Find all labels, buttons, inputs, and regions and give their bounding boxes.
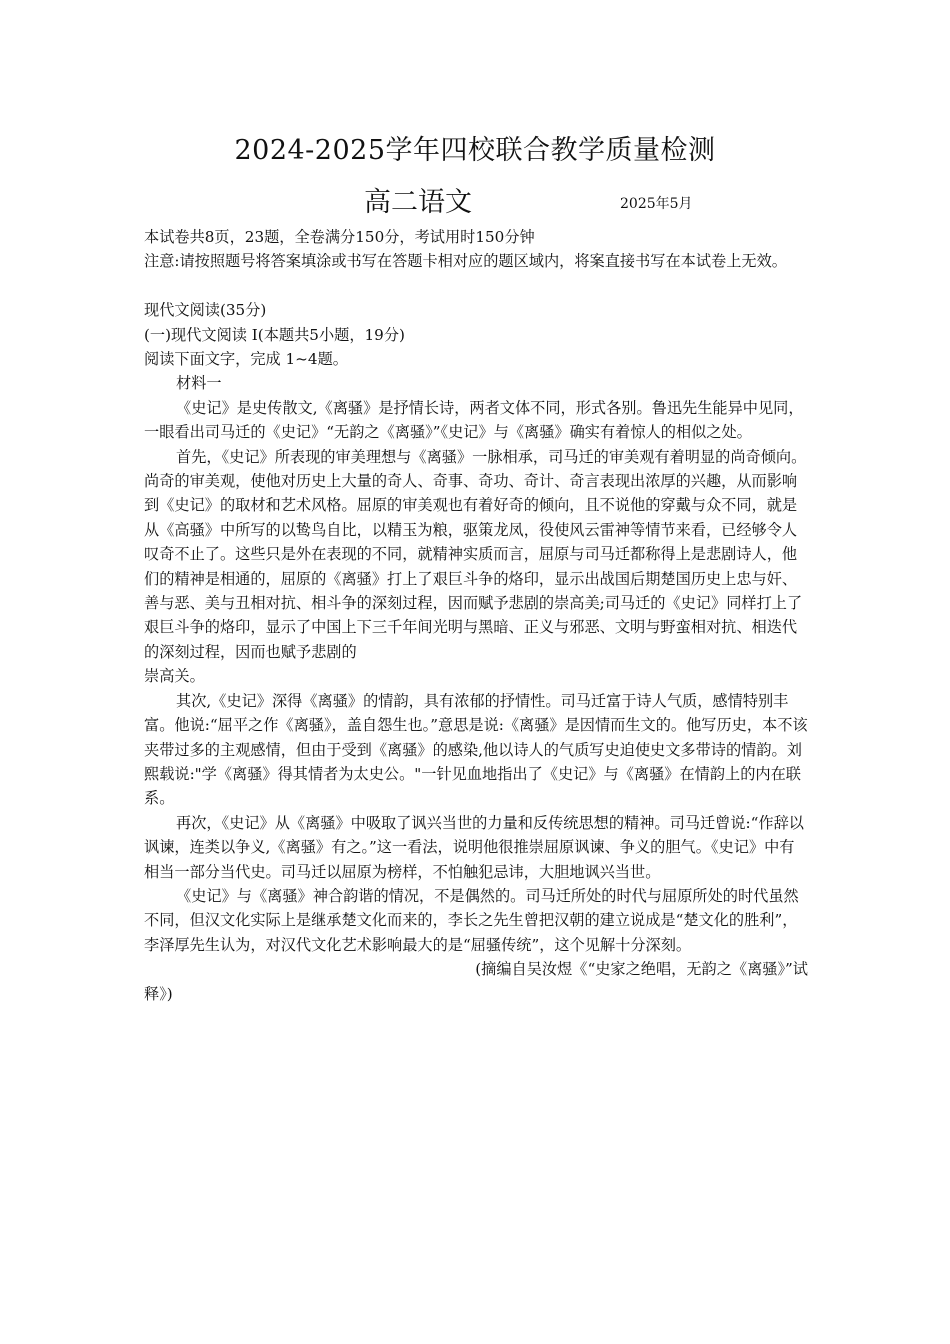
section-part: (一)现代文阅读 I(本题共5小题，19分) (144, 325, 405, 344)
paragraph: 《史记》是史传散文,《离骚》是抒情长诗，两者文体不同，形式各别。鲁迅先生能异中见同，一眼看出司马迁的《史记》“无韵之《离骚》”《史记》与《离骚》确实有着惊人的相似之处。 (144, 398, 804, 442)
section-instruction: 阅读下面文字，完成 1~4题。 (144, 350, 348, 369)
exam-info: 本试卷共8页，23题，全卷满分150分，考试用时150分钟 (144, 228, 535, 246)
source-citation: (摘编自吴汝煜《“史家之绝唱，无韵之《离骚》”试 (475, 960, 808, 979)
spacer (144, 274, 808, 298)
exam-notice: 注意:请按照题号将答案填涂或书写在答题卡相对应的题区域内，将案直接书写在本试卷上无效。 (144, 252, 787, 271)
paragraph: 再次，《史记》从《离骚》中吸取了讽兴当世的力量和反传统思想的精神。司马迁曾说:“作辞以讽谏，连类以争义,《离骚》有之。”这一看法，说明他很推崇屈原讽谏、争义的胆气。《史记》中有相当一部分当代史。司马迁以屈原为榜样，不怕触犯忌讳，大胆地讽兴当世。 (144, 813, 804, 881)
subject-title: 高二语文 (364, 187, 472, 218)
paragraph: 其次,《史记》深得《离骚》的情韵，具有浓郁的抒情性。司马迁富于诗人气质，感情特别丰富。他说:“屈平之作《离骚》，盖自怨生也。”意思是说:《离骚》是因情而生文的。他写历史，本不该夹带过多的主观感情，但由于受到《离骚》的感染,他以诗人的气质写史迫使史文多带诗的情韵。刘熙载说:"学《离骚》得其情者为太史公。"一针见血地指出了《史记》与《离骚》在情韵上的内在联系。 (144, 691, 808, 808)
paragraph-continuation: 崇高关。 (144, 667, 205, 686)
exam-date: 2025年5月 (620, 196, 693, 212)
section-title: 现代文阅读(35分) (144, 301, 267, 320)
paragraph: 首先，《史记》所表现的审美理想与《离骚》一脉相承，司马迁的审美观有着明显的尚奇倾向。尚奇的审美观，使他对历史上大量的奇人、奇事、奇功、奇计、奇言表现出浓厚的兴趣，从而影响到《史记》的取材和艺术风格。屈原的审美观也有着好奇的倾向，且不说他的穿戴与众不同，就是从《高骚》中所写的以鸷鸟自比，以精玉为粮，驱策龙凤，役使风云雷神等情节来看，已经够令人叹奇不止了。这些只是外在表现的不同，就精神实质而言，屈原与司马迁都称得上是悲剧诗人，他们的精神是相通的，屈原的《离骚》打上了艰巨斗争的烙印，显示出战国后期楚国历史上忠与奸、善与恶、美与丑相对抗、相斗争的深刻过程，因而赋予悲剧的崇高美;司马迁的《史记》同样打上了艰巨斗争的烙印，显示了中国上下三千年间光明与黑暗、正义与邪恶、文明与野蛮相对抗、相迭代的深刻过程，因而也赋予悲剧的 (144, 447, 807, 661)
paragraph: 《史记》与《离骚》神合韵谐的情况，不是偶然的。司马迁所处的时代与屈原所处的时代虽然不同，但汉文化实际上是继承楚文化而来的，李长之先生曾把汉朝的建立说成是“楚文化的胜利”，李泽厚先生认为，对汉代文化艺术影响最大的是“屈骚传统”，这个见解十分深刻。 (144, 886, 799, 954)
exam-body (144, 225, 808, 1006)
exam-title: 2024-2025学年四校联合教学质量检测 (234, 135, 716, 166)
source-citation-end: 释》) (144, 984, 173, 1003)
material-label: 材料一 (176, 374, 222, 393)
